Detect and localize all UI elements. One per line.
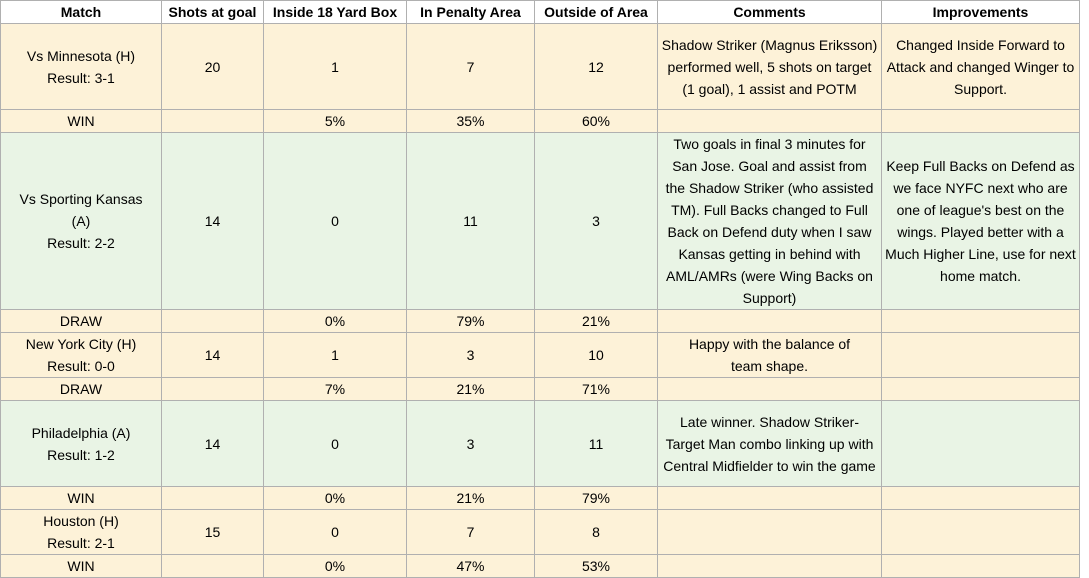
pct-inside-18-yard-box: 7% (264, 378, 407, 401)
inside-18-yard-box: 1 (264, 24, 407, 110)
pct-inside-18-yard-box: 5% (264, 110, 407, 133)
improvements (882, 333, 1080, 378)
in-penalty-area: 7 (407, 510, 535, 555)
empty-cell (658, 378, 882, 401)
match-cell (1, 401, 162, 487)
shots-at-goal: 14 (162, 401, 264, 487)
empty-cell (882, 378, 1080, 401)
empty-cell (882, 110, 1080, 133)
empty-cell (162, 555, 264, 578)
empty-cell (162, 310, 264, 333)
improvements (882, 510, 1080, 555)
improvements: Changed Inside Forward to Attack and changed Winger to Support. (882, 24, 1080, 110)
match-row-new-york-city (1, 333, 1080, 378)
match-row-sporting-kansas (1, 133, 1080, 310)
outcome: DRAW (1, 378, 162, 401)
header-in-penalty-area: In Penalty Area (407, 1, 535, 24)
outside-of-area: 10 (535, 333, 658, 378)
summary-row-philadelphia (1, 487, 1080, 510)
outside-of-area: 3 (535, 133, 658, 310)
inside-18-yard-box: 1 (264, 333, 407, 378)
header-comments: Comments (658, 1, 882, 24)
improvements: Keep Full Backs on Defend as we face NYFC next who are one of league's best on the wings. Played better with a Much Higher Line, use for next home match. (882, 133, 1080, 310)
empty-cell (658, 487, 882, 510)
summary-row-new-york-city (1, 378, 1080, 401)
comments: Shadow Striker (Magnus Eriksson) performed well, 5 shots on target (1 goal), 1 assist and POTM (658, 24, 882, 110)
in-penalty-area: 3 (407, 401, 535, 487)
empty-cell (882, 487, 1080, 510)
comments (658, 510, 882, 555)
comments: Two goals in final 3 minutes for San Jose. Goal and assist from the Shadow Striker (who assisted TM). Full Backs changed to Full Back on Defend duty when I saw Kansas getting in behind with AML/AMRs (were Wing Backs on Support) (658, 133, 882, 310)
shots-at-goal: 14 (162, 333, 264, 378)
pct-outside-of-area: 79% (535, 487, 658, 510)
result: Result: 2-1 (47, 535, 115, 551)
match-cell (1, 510, 162, 555)
empty-cell (882, 555, 1080, 578)
match-row-philadelphia (1, 401, 1080, 487)
pct-in-penalty-area: 21% (407, 378, 535, 401)
outcome: WIN (1, 555, 162, 578)
result: Result: 1-2 (47, 446, 115, 463)
opponent: Vs Sporting Kansas (A) (19, 191, 143, 229)
outside-of-area: 11 (535, 401, 658, 487)
pct-inside-18-yard-box: 0% (264, 555, 407, 578)
in-penalty-area: 3 (407, 333, 535, 378)
summary-row-minnesota (1, 110, 1080, 133)
empty-cell (658, 555, 882, 578)
match-cell (1, 24, 162, 110)
shots-at-goal: 15 (162, 510, 264, 555)
pct-in-penalty-area: 47% (407, 555, 535, 578)
inside-18-yard-box: 0 (264, 510, 407, 555)
empty-cell (658, 110, 882, 133)
outcome: WIN (1, 110, 162, 133)
comments: Happy with the balance of team shape. (658, 333, 882, 378)
empty-cell (882, 310, 1080, 333)
header-outside-of-area: Outside of Area (535, 1, 658, 24)
shots-at-goal: 14 (162, 133, 264, 310)
opponent: Vs Minnesota (H) (26, 47, 136, 64)
header-shots-at-goal: Shots at goal (162, 1, 264, 24)
summary-row-houston (1, 555, 1080, 578)
opponent: Philadelphia (A) (31, 424, 131, 441)
header-improvements: Improvements (882, 1, 1080, 24)
outcome: DRAW (1, 310, 162, 333)
pct-outside-of-area: 21% (535, 310, 658, 333)
header-row (1, 1, 1080, 24)
pct-in-penalty-area: 79% (407, 310, 535, 333)
result: Result: 2-2 (47, 235, 115, 251)
empty-cell (162, 378, 264, 401)
comments: Late winner. Shadow Striker-Target Man combo linking up with Central Midfielder to win the game (658, 401, 882, 487)
outside-of-area: 8 (535, 510, 658, 555)
pct-inside-18-yard-box: 0% (264, 487, 407, 510)
match-row-minnesota (1, 24, 1080, 110)
pct-outside-of-area: 71% (535, 378, 658, 401)
header-match: Match (1, 1, 162, 24)
pct-inside-18-yard-box: 0% (264, 310, 407, 333)
empty-cell (658, 310, 882, 333)
result: Result: 3-1 (47, 69, 115, 86)
pct-in-penalty-area: 35% (407, 110, 535, 133)
result: Result: 0-0 (47, 358, 115, 374)
empty-cell (162, 110, 264, 133)
inside-18-yard-box: 0 (264, 133, 407, 310)
outcome: WIN (1, 487, 162, 510)
improvements (882, 401, 1080, 487)
in-penalty-area: 11 (407, 133, 535, 310)
outside-of-area: 12 (535, 24, 658, 110)
match-cell (1, 133, 162, 310)
match-cell (1, 333, 162, 378)
inside-18-yard-box: 0 (264, 401, 407, 487)
match-row-houston (1, 510, 1080, 555)
shots-at-goal: 20 (162, 24, 264, 110)
opponent: New York City (H) (25, 336, 137, 352)
pct-outside-of-area: 53% (535, 555, 658, 578)
pct-in-penalty-area: 21% (407, 487, 535, 510)
pct-outside-of-area: 60% (535, 110, 658, 133)
empty-cell (162, 487, 264, 510)
header-inside-18-yard-box: Inside 18 Yard Box (264, 1, 407, 24)
summary-row-sporting-kansas (1, 310, 1080, 333)
opponent: Houston (H) (43, 513, 119, 529)
in-penalty-area: 7 (407, 24, 535, 110)
